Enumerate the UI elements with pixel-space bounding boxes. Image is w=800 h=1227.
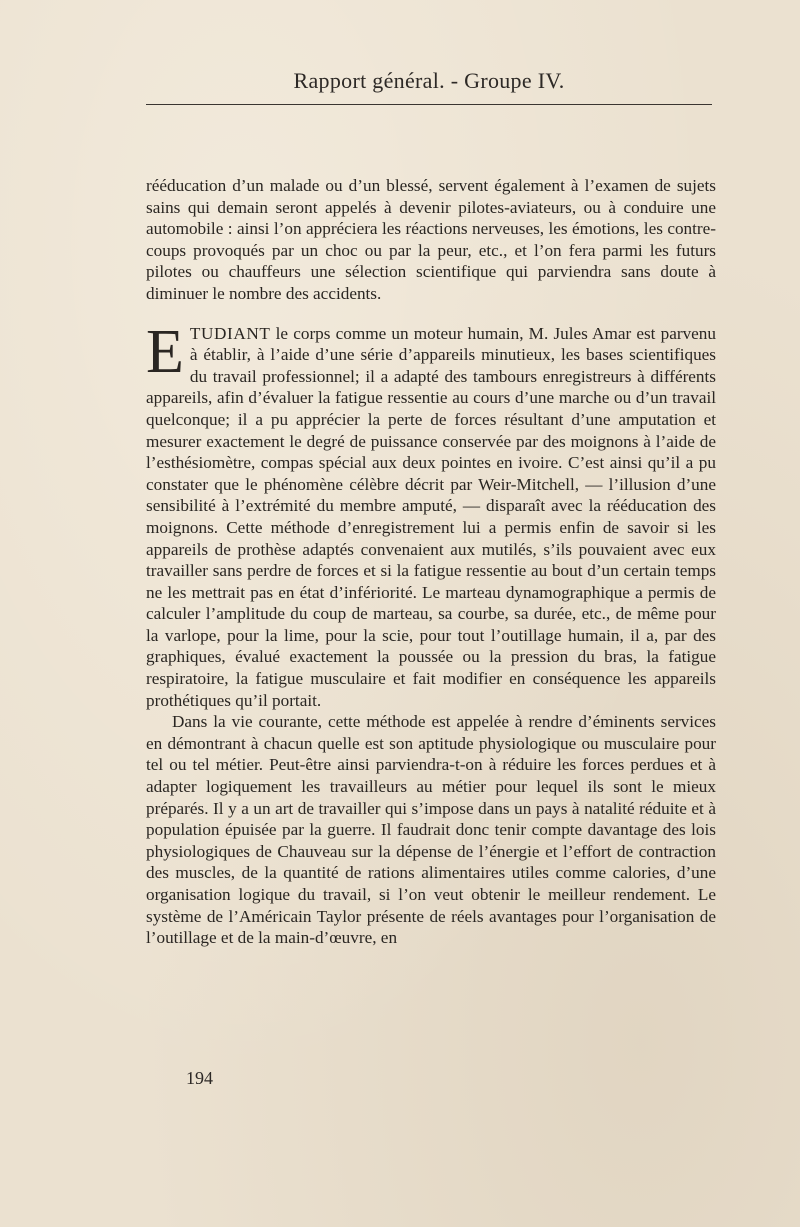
paragraph-3: Dans la vie courante, cette méthode est appelée à rendre d’éminents services en démontrant à chacun quelle est son aptitude physiologique ou musculaire pour tel ou tel métier. Peut-être ainsi parviendra-t-on à réduire les forces perdues et à adapter logiquement les travailleurs au métier pour lequel ils sont le mieux préparés. Il y a un art de travailler qui s’impose dans un pays à natalité réduite et à population épuisée par la guerre. Il faudrait donc tenir compte davantage des lois physiologiques de Chauveau sur la dépense de l’énergie et l’effort de contraction des muscles, de la quantité de rations alimentaires utiles comme calories, d’une organisation logique du travail, si l’on veut obtenir le meilleur rendement. Le système de l’Américain Taylor présente de réels avantages pour l’organisation de l’outillage et de la main-d’œuvre, en	[146, 712, 716, 948]
page-body	[146, 175, 716, 949]
drop-cap: E	[146, 317, 184, 386]
paragraph-1: rééducation d’un malade ou d’un blessé, servent également à l’examen de sujets sains qui demain seront appelés à devenir pilotes-aviateurs, ou à conduire une automobile : ainsi l’on appréciera les réactions nerveuses, les émotions, les contre-coups provoqués par un choc ou par la peur, etc., et l’on fera parmi les futurs pilotes ou chauffeurs une sélection scientifique qui parviendra sans doute à diminuer le nombre des accidents.	[146, 176, 716, 303]
header-rule	[146, 104, 712, 105]
running-title: Rapport général. - Groupe IV.	[293, 68, 565, 93]
paragraph-2	[146, 317, 716, 712]
page-number: 194	[186, 1068, 213, 1088]
paragraph-2-opening-word: TUDIANT	[189, 323, 271, 343]
paragraph-2-text: le corps comme un moteur humain, M. Jules Amar est parvenu à établir, à l’aide d’une série d’appareils minutieux, les bases scientifiques du travail professionnel; il a adapté des tambours enregistreurs à différents appareils, afin d’évaluer la fatigue ressentie au cours d’une marche ou d’un travail quelconque; il a pu apprécier la perte de forces résultant d’une amputation et mesurer exactement le degré de puissance conservée par des moignons à l’aide de l’esthésiomètre, compas spécial aux deux pointes en ivoire. C’est ainsi qu’il a pu constater que le phénomène célèbre décrit par Weir-Mitchell, — l’illusion d’une sensibilité à l’extrémité du membre amputé, — disparaît avec la rééducation des moignons. Cette méthode d’enregistrement lui a permis enfin de savoir si les appareils de prothèse adaptés convenaient aux mutilés, s’ils pouvaient avec eux travailler sans perdre de forces et si la fatigue ressentie au bout d’un certain temps ne les mettrait pas en état d’infériorité. Le marteau dynamographique a permis de calculer l’amplitude du coup de marteau, sa courbe, sa durée, etc., de même pour la varlope, pour la lime, pour la scie, pour tout l’outillage humain, il a, par des graphiques, évalué exactement la poussée ou la pression du bras, la fatigue respiratoire, la fatigue musculaire et fait modifier en conséquence les appareils prothétiques qu’il portait.	[146, 323, 716, 710]
